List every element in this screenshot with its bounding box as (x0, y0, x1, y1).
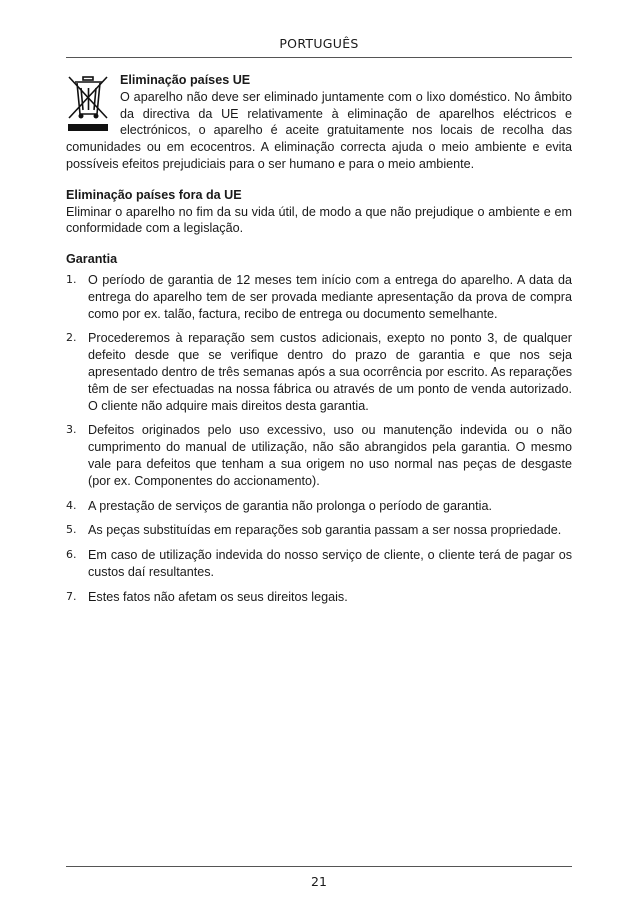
list-item (66, 330, 572, 414)
list-item-number: 5. (66, 523, 77, 537)
list-item-text: O período de garantia de 12 meses tem início com a entrega do aparelho. A data da entrega do aparelho tem de ser provada mediante apresentação da prova de compra como por ex. talão, factura, recibo de entrega ou documento semelhante. (88, 272, 572, 321)
page-header-language: PORTUGUÊS (279, 36, 359, 51)
list-item (66, 547, 572, 581)
list-item-number: 2. (66, 331, 77, 345)
list-item-text: Procederemos à reparação sem custos adicionais, exepto no ponto 3, de qualquer defeito desde que se verifique dentro do prazo de garantia e que nos seja apresentado dentro de três semanas após a sua ocorrência por escrito. As reparações têm de ser efectuadas na nossa fábrica ou através de um ponto de venda autorizado. O cliente não adquire mais direitos desta garantia. (88, 331, 572, 413)
list-item (66, 272, 572, 322)
list-item-text: A prestação de serviços de garantia não prolonga o período de garantia. (88, 498, 492, 513)
list-item (66, 522, 572, 539)
list-item-text: Em caso de utilização indevida do nosso serviço de cliente, o cliente terá de pagar os custos daí resultantes. (88, 548, 572, 579)
warranty-section (66, 251, 572, 605)
eu-disposal-text: O aparelho não deve ser eliminado juntamente com o lixo doméstico. No âmbito da directiva da UE relativamente à eliminação de aparelhos eléctricos e electrónicos, o aparelho é aceite gratuitamente nos locais de recolha das comunidades ou em ecocentros. A eliminação correcta ajuda o meio ambiente e evita possíveis efeitos prejudiciais para o ser humano e para o meio ambiente. (66, 89, 572, 171)
non-eu-disposal-text: Eliminar o aparelho no fim da su vida útil, de modo a que não prejudique o ambiente e em conformidade com a legislação. (66, 204, 572, 236)
list-item-text: Estes fatos não afetam os seus direitos legais. (88, 589, 348, 604)
eu-disposal-section (66, 72, 572, 173)
warranty-title: Garantia (66, 252, 118, 267)
list-item-number: 1. (66, 272, 77, 286)
page-content (66, 72, 572, 614)
list-item (66, 589, 572, 606)
crossed-out-wheelie-bin-icon (66, 74, 110, 132)
list-item (66, 422, 572, 489)
list-item (66, 498, 572, 515)
list-item-text: As peças substituídas em reparações sob garantia passam a ser nossa propriedade. (88, 523, 562, 538)
header-divider (66, 57, 572, 58)
eu-disposal-title: Eliminação países UE (120, 73, 251, 87)
list-item-number: 7. (66, 589, 77, 603)
non-eu-disposal-title: Eliminação países fora da UE (66, 187, 242, 202)
page-number: 21 (311, 874, 327, 889)
list-item-number: 6. (66, 548, 77, 562)
non-eu-disposal-section (66, 187, 572, 237)
list-item-number: 4. (66, 498, 77, 512)
list-item-number: 3. (66, 423, 77, 437)
footer-divider (66, 866, 572, 867)
list-item-text: Defeitos originados pelo uso excessivo, uso ou manutenção indevida ou o não cumprimento do manual de utilização, não são abrangidos pela garantia. O mesmo vale para defeitos que tenham a sua origem no uso normal nas peças de desgaste (por ex. Componentes do accionamento). (88, 423, 572, 488)
warranty-list (66, 272, 572, 606)
